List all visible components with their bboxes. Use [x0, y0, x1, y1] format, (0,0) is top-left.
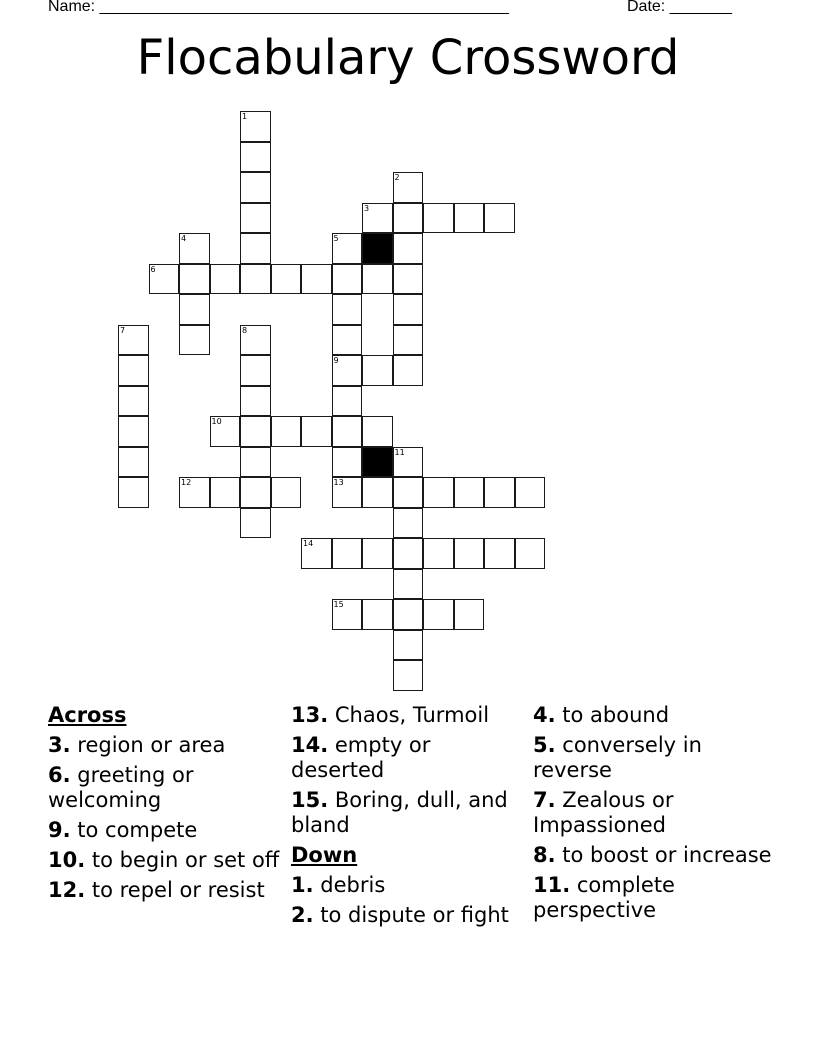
- clue-number-label: 6: [150, 264, 156, 274]
- crossword-cell[interactable]: [210, 264, 241, 295]
- clue-text: complete perspective: [533, 873, 675, 922]
- clue-number-label: 15: [333, 600, 344, 609]
- down-heading: Down: [291, 843, 358, 867]
- black-cell: [362, 233, 393, 264]
- clue-text: empty or deserted: [291, 733, 431, 782]
- clue-number: 11.: [533, 873, 571, 897]
- crossword-cell[interactable]: [393, 203, 424, 234]
- crossword-cell[interactable]: [332, 355, 363, 386]
- clue-number-label: 8: [242, 325, 248, 335]
- crossword-cell[interactable]: [393, 294, 424, 325]
- clue-across-6: [48, 763, 283, 813]
- clue-down-4: [533, 703, 773, 728]
- crossword-cell[interactable]: [179, 294, 210, 325]
- clue-number: 1.: [291, 873, 314, 897]
- crossword-cell[interactable]: [179, 233, 210, 264]
- crossword-cell[interactable]: [210, 416, 241, 447]
- crossword-cell[interactable]: [271, 477, 302, 508]
- crossword-cell[interactable]: [423, 203, 454, 234]
- crossword-cell[interactable]: [393, 447, 424, 478]
- clue-number: 14.: [291, 733, 329, 757]
- crossword-cell[interactable]: [118, 477, 149, 508]
- crossword-cell[interactable]: [484, 477, 515, 508]
- crossword-cell[interactable]: [515, 538, 546, 569]
- clue-number-label: 3: [364, 203, 370, 213]
- crossword-cell[interactable]: [362, 264, 393, 295]
- crossword-cell[interactable]: [118, 355, 149, 386]
- clues-column-1: [48, 703, 283, 908]
- crossword-cell[interactable]: [423, 538, 454, 569]
- crossword-cell[interactable]: [118, 447, 149, 478]
- crossword-cell[interactable]: [423, 477, 454, 508]
- crossword-cell[interactable]: [240, 233, 271, 264]
- crossword-cell[interactable]: [454, 477, 485, 508]
- clue-across-10: [48, 848, 283, 873]
- clue-text: to abound: [555, 703, 670, 727]
- clue-number-label: 1: [242, 112, 248, 121]
- crossword-cell[interactable]: [179, 325, 210, 356]
- clue-down-5: [533, 733, 773, 783]
- crossword-cell[interactable]: [362, 599, 393, 630]
- clue-across-13: [291, 703, 526, 728]
- clue-number-label: 13: [333, 478, 344, 487]
- crossword-cell[interactable]: [240, 355, 271, 386]
- clue-across-9: [48, 818, 283, 843]
- crossword-cell[interactable]: [240, 477, 271, 508]
- name-field-label[interactable]: Name: ______________________________________________: [48, 0, 509, 15]
- clue-across-3: [48, 733, 283, 758]
- crossword-cell[interactable]: [240, 172, 271, 203]
- clue-number-label: 10: [211, 417, 222, 426]
- across-heading: Across: [48, 703, 127, 727]
- clue-text: Boring, dull, and bland: [291, 788, 508, 837]
- clue-number: 6.: [48, 763, 71, 787]
- page-title: Flocabulary Crossword: [136, 30, 680, 86]
- crossword-cell[interactable]: [301, 416, 332, 447]
- clue-across-12: [48, 878, 283, 903]
- crossword-cell[interactable]: [271, 264, 302, 295]
- crossword-cell[interactable]: [393, 630, 424, 661]
- clue-across-14: [291, 733, 526, 783]
- crossword-cell[interactable]: [393, 599, 424, 630]
- crossword-cell[interactable]: [240, 386, 271, 417]
- crossword-cell[interactable]: [362, 203, 393, 234]
- clue-text: region or area: [70, 733, 226, 757]
- crossword-cell[interactable]: [362, 355, 393, 386]
- crossword-cell[interactable]: [393, 233, 424, 264]
- clue-down-1: [291, 873, 526, 898]
- clue-number-label: 9: [333, 356, 339, 365]
- crossword-cell[interactable]: [454, 538, 485, 569]
- clue-down-7: [533, 788, 773, 838]
- crossword-cell[interactable]: [484, 538, 515, 569]
- clue-number: 4.: [533, 703, 556, 727]
- clue-number: 5.: [533, 733, 556, 757]
- clue-number: 10.: [48, 848, 86, 872]
- clue-number-label: 4: [181, 234, 187, 243]
- clue-down-2: [291, 903, 526, 928]
- crossword-cell[interactable]: [240, 416, 271, 447]
- crossword-cell[interactable]: [362, 538, 393, 569]
- crossword-cell[interactable]: [332, 538, 363, 569]
- crossword-cell[interactable]: [240, 142, 271, 173]
- clue-number-label: 12: [181, 478, 192, 487]
- crossword-cell[interactable]: [362, 477, 393, 508]
- black-cell: [362, 447, 393, 478]
- clue-text: debris: [313, 873, 386, 897]
- date-field-label[interactable]: Date: _______: [627, 0, 732, 15]
- crossword-cell[interactable]: [332, 416, 363, 447]
- clue-number: 7.: [533, 788, 556, 812]
- clue-text: to begin or set off: [85, 848, 280, 872]
- clue-text: to dispute or fight: [313, 903, 509, 927]
- clue-text: to boost or increase: [555, 843, 772, 867]
- clue-number-label: 11: [394, 447, 405, 457]
- crossword-cell[interactable]: [210, 477, 241, 508]
- crossword-cell[interactable]: [393, 569, 424, 600]
- crossword-cell[interactable]: [362, 416, 393, 447]
- crossword-cell[interactable]: [332, 264, 363, 295]
- crossword-cell[interactable]: [301, 264, 332, 295]
- crossword-cell[interactable]: [393, 264, 424, 295]
- crossword-cell[interactable]: [179, 477, 210, 508]
- clue-across-15: [291, 788, 526, 838]
- clue-number: 3.: [48, 733, 71, 757]
- crossword-cell[interactable]: [454, 599, 485, 630]
- clue-text: Chaos, Turmoil: [328, 703, 490, 727]
- crossword-cell[interactable]: [454, 203, 485, 234]
- crossword-cell[interactable]: [332, 294, 363, 325]
- clue-number: 15.: [291, 788, 329, 812]
- crossword-cell[interactable]: [240, 325, 271, 356]
- crossword-cell[interactable]: [332, 325, 363, 356]
- clues-column-2: [291, 703, 526, 933]
- clue-number: 8.: [533, 843, 556, 867]
- crossword-cell[interactable]: [240, 264, 271, 295]
- crossword-cell[interactable]: [240, 508, 271, 539]
- crossword-cell[interactable]: [515, 477, 546, 508]
- clue-number: 12.: [48, 878, 86, 902]
- clue-text: greeting or welcoming: [48, 763, 194, 812]
- clue-number-label: 14: [303, 539, 314, 548]
- clue-down-11: [533, 873, 773, 923]
- crossword-cell[interactable]: [240, 111, 271, 142]
- clue-number: 9.: [48, 818, 71, 842]
- crossword-cell[interactable]: [393, 355, 424, 386]
- clue-text: Zealous or Impassioned: [533, 788, 674, 837]
- crossword-cell[interactable]: [240, 203, 271, 234]
- crossword-cell[interactable]: [332, 599, 363, 630]
- crossword-cell[interactable]: [240, 447, 271, 478]
- crossword-cell[interactable]: [271, 416, 302, 447]
- crossword-cell[interactable]: [179, 264, 210, 295]
- crossword-cell[interactable]: [301, 538, 332, 569]
- crossword-cell[interactable]: [118, 386, 149, 417]
- clue-text: to repel or resist: [85, 878, 265, 902]
- crossword-cell[interactable]: [393, 660, 424, 691]
- crossword-cell[interactable]: [118, 416, 149, 447]
- crossword-cell[interactable]: [149, 264, 180, 295]
- clues-column-3: [533, 703, 773, 928]
- clue-number: 13.: [291, 703, 329, 727]
- crossword-cell[interactable]: [332, 386, 363, 417]
- crossword-cell[interactable]: [332, 233, 363, 264]
- clue-number: 2.: [291, 903, 314, 927]
- clue-number-label: 5: [333, 234, 339, 243]
- crossword-cell[interactable]: [332, 447, 363, 478]
- crossword-cell[interactable]: [393, 538, 424, 569]
- crossword-cell[interactable]: [393, 172, 424, 203]
- clue-number-label: 7: [120, 325, 126, 335]
- crossword-cell[interactable]: [118, 325, 149, 356]
- clue-text: conversely in reverse: [533, 733, 702, 782]
- crossword-cell[interactable]: [393, 325, 424, 356]
- crossword-cell[interactable]: [393, 508, 424, 539]
- clue-down-8: [533, 843, 773, 868]
- crossword-cell[interactable]: [423, 599, 454, 630]
- crossword-cell[interactable]: [393, 477, 424, 508]
- clue-number-label: 2: [394, 173, 400, 182]
- crossword-cell[interactable]: [332, 477, 363, 508]
- clue-text: to compete: [70, 818, 198, 842]
- crossword-cell[interactable]: [484, 203, 515, 234]
